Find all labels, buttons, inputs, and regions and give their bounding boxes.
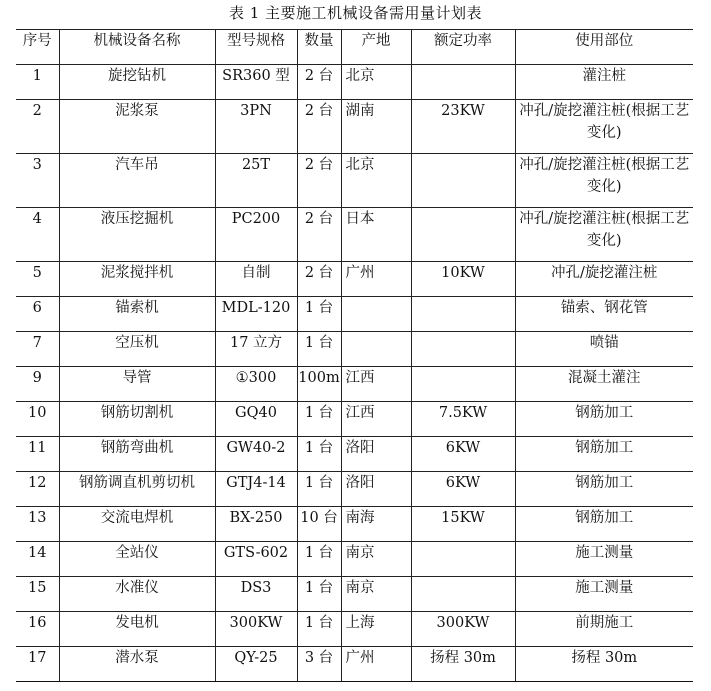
cell-no: 5 (16, 262, 59, 297)
cell-use: 冲孔/旋挖灌注桩(根据工艺变化) (515, 100, 693, 154)
cell-name: 泥浆搅拌机 (59, 262, 215, 297)
table-row (16, 208, 693, 262)
cell-qty: 1 台 (297, 402, 341, 437)
cell-power: 6KW (411, 437, 515, 472)
cell-model: BX-250 (215, 507, 297, 542)
cell-name: 泥浆泵 (59, 100, 215, 154)
cell-model: 25T (215, 154, 297, 208)
cell-origin: 广州 (341, 647, 411, 682)
table-row (16, 297, 693, 332)
cell-no: 9 (16, 367, 59, 402)
cell-no: 14 (16, 542, 59, 577)
cell-model: 3PN (215, 100, 297, 154)
cell-qty: 2 台 (297, 100, 341, 154)
cell-model: GQ40 (215, 402, 297, 437)
cell-origin: 南海 (341, 507, 411, 542)
cell-origin: 江西 (341, 402, 411, 437)
cell-name: 全站仪 (59, 542, 215, 577)
table-row (16, 332, 693, 367)
header-model: 型号规格 (215, 30, 297, 65)
cell-name: 旋挖钻机 (59, 65, 215, 100)
cell-use: 前期施工 (515, 612, 693, 647)
cell-qty: 1 台 (297, 472, 341, 507)
cell-name: 锚索机 (59, 297, 215, 332)
cell-no: 2 (16, 100, 59, 154)
cell-model: MDL-120 (215, 297, 297, 332)
cell-name: 钢筋切割机 (59, 402, 215, 437)
table-row (16, 100, 693, 154)
equipment-table (16, 29, 693, 682)
cell-qty: 2 台 (297, 262, 341, 297)
header-power: 额定功率 (411, 30, 515, 65)
cell-power (411, 367, 515, 402)
cell-power: 23KW (411, 100, 515, 154)
header-use: 使用部位 (515, 30, 693, 65)
cell-qty: 1 台 (297, 612, 341, 647)
cell-qty: 1 台 (297, 577, 341, 612)
cell-use: 施工测量 (515, 542, 693, 577)
cell-name: 发电机 (59, 612, 215, 647)
cell-name: 汽车吊 (59, 154, 215, 208)
cell-origin: 洛阳 (341, 472, 411, 507)
cell-origin: 广州 (341, 262, 411, 297)
cell-origin: 上海 (341, 612, 411, 647)
cell-name: 液压挖掘机 (59, 208, 215, 262)
table-row (16, 647, 693, 682)
table-row (16, 577, 693, 612)
cell-no: 17 (16, 647, 59, 682)
cell-model: SR360 型 (215, 65, 297, 100)
cell-use: 冲孔/旋挖灌注桩(根据工艺变化) (515, 154, 693, 208)
cell-qty: 1 台 (297, 437, 341, 472)
cell-use: 扬程 30m (515, 647, 693, 682)
cell-power (411, 542, 515, 577)
cell-power (411, 332, 515, 367)
cell-no: 12 (16, 472, 59, 507)
cell-model: GTJ4-14 (215, 472, 297, 507)
table-row (16, 437, 693, 472)
cell-use: 锚索、钢花管 (515, 297, 693, 332)
cell-qty: 3 台 (297, 647, 341, 682)
table-caption: 表 1 主要施工机械设备需用量计划表 (228, 4, 483, 22)
cell-origin: 江西 (341, 367, 411, 402)
table-row (16, 367, 693, 402)
cell-origin: 洛阳 (341, 437, 411, 472)
cell-name: 水准仪 (59, 577, 215, 612)
header-name: 机械设备名称 (59, 30, 215, 65)
header-qty: 数量 (297, 30, 341, 65)
cell-name: 导管 (59, 367, 215, 402)
table-row (16, 262, 693, 297)
cell-qty: 2 台 (297, 65, 341, 100)
cell-model: DS3 (215, 577, 297, 612)
cell-no: 15 (16, 577, 59, 612)
cell-name: 潜水泵 (59, 647, 215, 682)
cell-use: 钢筋加工 (515, 472, 693, 507)
cell-use: 冲孔/旋挖灌注桩(根据工艺变化) (515, 208, 693, 262)
cell-qty: 10 台 (297, 507, 341, 542)
cell-model: GTS-602 (215, 542, 297, 577)
cell-model: 自制 (215, 262, 297, 297)
cell-origin (341, 332, 411, 367)
table-row (16, 507, 693, 542)
cell-origin: 湖南 (341, 100, 411, 154)
cell-power: 6KW (411, 472, 515, 507)
cell-use: 喷锚 (515, 332, 693, 367)
cell-name: 钢筋弯曲机 (59, 437, 215, 472)
header-row (16, 30, 693, 65)
cell-no: 16 (16, 612, 59, 647)
cell-model: 300KW (215, 612, 297, 647)
cell-power: 300KW (411, 612, 515, 647)
cell-power (411, 208, 515, 262)
cell-model: 17 立方 (215, 332, 297, 367)
cell-model: QY-25 (215, 647, 297, 682)
cell-qty: 2 台 (297, 154, 341, 208)
cell-power (411, 65, 515, 100)
header-origin: 产地 (341, 30, 411, 65)
cell-qty: 1 台 (297, 542, 341, 577)
cell-origin: 北京 (341, 154, 411, 208)
cell-name: 空压机 (59, 332, 215, 367)
cell-power: 扬程 30m (411, 647, 515, 682)
cell-no: 7 (16, 332, 59, 367)
cell-name: 钢筋调直机剪切机 (59, 472, 215, 507)
cell-power (411, 297, 515, 332)
table-row (16, 402, 693, 437)
cell-qty: 1 台 (297, 297, 341, 332)
cell-power (411, 154, 515, 208)
header-no: 序号 (16, 30, 59, 65)
cell-power: 7.5KW (411, 402, 515, 437)
cell-origin: 南京 (341, 577, 411, 612)
cell-no: 1 (16, 65, 59, 100)
cell-no: 3 (16, 154, 59, 208)
cell-origin (341, 297, 411, 332)
cell-origin: 日本 (341, 208, 411, 262)
cell-qty: 2 台 (297, 208, 341, 262)
cell-use: 钢筋加工 (515, 402, 693, 437)
cell-qty: 1 台 (297, 332, 341, 367)
table-row (16, 65, 693, 100)
cell-use: 钢筋加工 (515, 507, 693, 542)
cell-use: 灌注桩 (515, 65, 693, 100)
cell-no: 10 (16, 402, 59, 437)
cell-power (411, 577, 515, 612)
cell-use: 施工测量 (515, 577, 693, 612)
cell-model: ①300 (215, 367, 297, 402)
cell-name: 交流电焊机 (59, 507, 215, 542)
cell-power: 10KW (411, 262, 515, 297)
cell-qty: 100m (297, 367, 341, 402)
table-row (16, 154, 693, 208)
cell-no: 4 (16, 208, 59, 262)
cell-model: GW40-2 (215, 437, 297, 472)
cell-no: 6 (16, 297, 59, 332)
cell-power: 15KW (411, 507, 515, 542)
cell-origin: 南京 (341, 542, 411, 577)
cell-origin: 北京 (341, 65, 411, 100)
cell-model: PC200 (215, 208, 297, 262)
cell-use: 混凝土灌注 (515, 367, 693, 402)
cell-no: 11 (16, 437, 59, 472)
table-row (16, 612, 693, 647)
table-row (16, 472, 693, 507)
cell-use: 冲孔/旋挖灌注桩 (515, 262, 693, 297)
table-row (16, 542, 693, 577)
cell-use: 钢筋加工 (515, 437, 693, 472)
cell-no: 13 (16, 507, 59, 542)
